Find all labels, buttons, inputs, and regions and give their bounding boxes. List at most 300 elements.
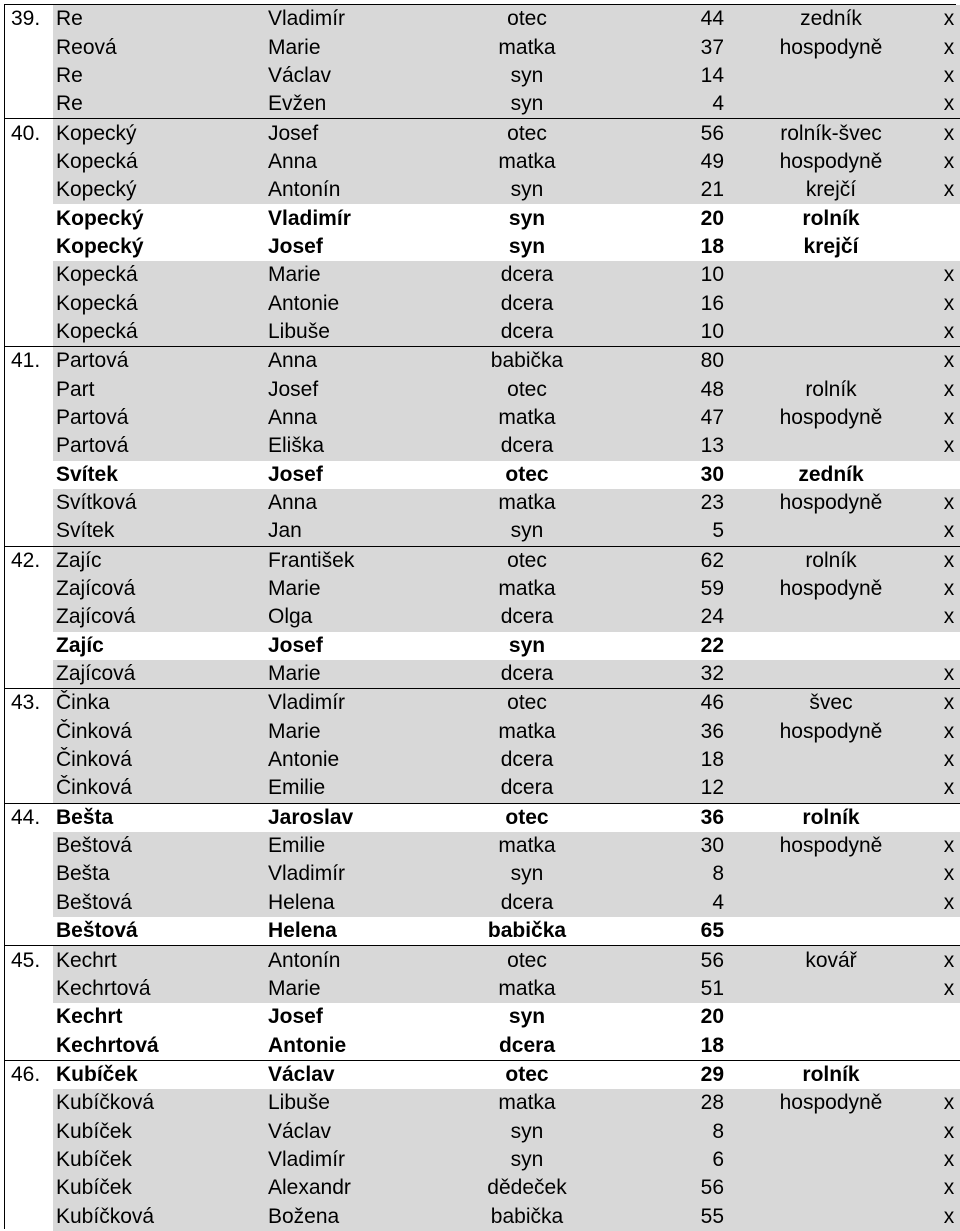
first-name-cell: Vladimír [266,689,448,718]
mark-cell: x [926,289,960,317]
household-number [5,746,53,774]
table-row [5,1060,960,1089]
first-name-cell: Marie [266,575,448,603]
household-number: 40. [5,119,53,148]
table-row [5,718,960,746]
age-cell: 18 [606,233,736,261]
table-row [5,575,960,603]
surname-cell: Beštová [53,889,266,917]
mark-cell: x [926,1089,960,1117]
mark-cell [926,1060,960,1089]
mark-cell: x [926,1117,960,1145]
first-name-cell: František [266,546,448,575]
mark-cell: x [926,62,960,90]
mark-cell: x [926,975,960,1003]
table-row [5,461,960,489]
table-row [5,803,960,832]
surname-cell: Re [53,62,266,90]
age-cell: 56 [606,1174,736,1202]
table-row [5,603,960,631]
surname-cell: Kechrtová [53,1031,266,1060]
table-row [5,660,960,689]
table-row [5,318,960,347]
occupation-cell [736,889,926,917]
occupation-cell [736,1031,926,1060]
table-row [5,832,960,860]
first-name-cell: Marie [266,660,448,689]
age-cell: 32 [606,660,736,689]
first-name-cell: Libuše [266,1089,448,1117]
relation-cell: dcera [448,746,606,774]
surname-cell: Kechrt [53,1003,266,1031]
surname-cell: Beštová [53,917,266,946]
household-number [5,176,53,204]
occupation-cell [736,1174,926,1202]
surname-cell: Zajíc [53,546,266,575]
table-row [5,774,960,803]
relation-cell: dcera [448,889,606,917]
surname-cell: Kopecká [53,318,266,347]
occupation-cell [736,62,926,90]
surname-cell: Kubíčková [53,1202,266,1230]
age-cell: 22 [606,632,736,660]
occupation-cell: hospodyně [736,33,926,61]
occupation-cell [736,860,926,888]
age-cell: 37 [606,33,736,61]
occupation-cell [736,1146,926,1174]
relation-cell: otec [448,689,606,718]
occupation-cell: kovář [736,946,926,975]
occupation-cell [736,603,926,631]
table-row [5,546,960,575]
age-cell: 56 [606,119,736,148]
occupation-cell: hospodyně [736,148,926,176]
first-name-cell: Jaroslav [266,803,448,832]
surname-cell: Kopecká [53,148,266,176]
mark-cell: x [926,517,960,546]
mark-cell: x [926,946,960,975]
mark-cell: x [926,261,960,289]
mark-cell [926,1003,960,1031]
surname-cell: Kechrtová [53,975,266,1003]
surname-cell: Re [53,5,266,33]
first-name-cell: Antonie [266,1031,448,1060]
table-row [5,375,960,403]
surname-cell: Partová [53,432,266,460]
relation-cell: dědeček [448,1174,606,1202]
age-cell: 5 [606,517,736,546]
first-name-cell: Evžen [266,90,448,119]
table-row [5,632,960,660]
first-name-cell: Anna [266,148,448,176]
first-name-cell: Vladimír [266,1146,448,1174]
table-row [5,1202,960,1230]
household-number: 45. [5,946,53,975]
relation-cell: dcera [448,660,606,689]
relation-cell: babička [448,1202,606,1230]
occupation-cell: hospodyně [736,575,926,603]
occupation-cell: hospodyně [736,832,926,860]
relation-cell: otec [448,119,606,148]
age-cell: 12 [606,774,736,803]
occupation-cell [736,432,926,460]
relation-cell: syn [448,517,606,546]
age-cell: 65 [606,917,736,946]
table-row [5,5,960,33]
household-number [5,975,53,1003]
relation-cell: syn [448,1146,606,1174]
household-number: 44. [5,803,53,832]
mark-cell: x [926,660,960,689]
relation-cell: dcera [448,432,606,460]
mark-cell [926,233,960,261]
surname-cell: Zajíc [53,632,266,660]
occupation-cell [736,975,926,1003]
relation-cell: otec [448,5,606,33]
relation-cell: matka [448,148,606,176]
surname-cell: Reová [53,33,266,61]
household-number [5,1031,53,1060]
first-name-cell: Josef [266,233,448,261]
household-number [5,489,53,517]
relation-cell: syn [448,1003,606,1031]
mark-cell: x [926,689,960,718]
age-cell: 48 [606,375,736,403]
first-name-cell: Olga [266,603,448,631]
mark-cell: x [926,119,960,148]
first-name-cell: Vladimír [266,204,448,232]
first-name-cell: Alexandr [266,1174,448,1202]
household-number [5,1202,53,1230]
household-number [5,575,53,603]
occupation-cell [736,318,926,347]
household-number [5,1174,53,1202]
relation-cell: matka [448,832,606,860]
age-cell: 59 [606,575,736,603]
mark-cell: x [926,489,960,517]
age-cell: 36 [606,803,736,832]
occupation-cell [736,917,926,946]
age-cell: 4 [606,889,736,917]
household-table-body [5,5,960,1231]
household-number [5,632,53,660]
occupation-cell: krejčí [736,233,926,261]
table-row [5,860,960,888]
occupation-cell: hospodyně [736,489,926,517]
relation-cell: otec [448,1060,606,1089]
surname-cell: Svítek [53,461,266,489]
occupation-cell [736,632,926,660]
first-name-cell: Vladimír [266,860,448,888]
age-cell: 51 [606,975,736,1003]
relation-cell: dcera [448,774,606,803]
table-row [5,517,960,546]
age-cell: 13 [606,432,736,460]
age-cell: 36 [606,718,736,746]
relation-cell: otec [448,803,606,832]
age-cell: 30 [606,461,736,489]
occupation-cell [736,746,926,774]
relation-cell: otec [448,546,606,575]
surname-cell: Svítková [53,489,266,517]
relation-cell: matka [448,33,606,61]
household-number [5,718,53,746]
mark-cell: x [926,546,960,575]
household-number [5,917,53,946]
surname-cell: Činková [53,746,266,774]
occupation-cell: rolník [736,1060,926,1089]
first-name-cell: Antonie [266,746,448,774]
surname-cell: Činková [53,774,266,803]
household-number: 41. [5,347,53,376]
surname-cell: Kubíček [53,1060,266,1089]
first-name-cell: Vladimír [266,5,448,33]
table-row [5,148,960,176]
first-name-cell: Marie [266,975,448,1003]
mark-cell: x [926,33,960,61]
first-name-cell: Helena [266,889,448,917]
mark-cell: x [926,746,960,774]
table-row [5,62,960,90]
age-cell: 21 [606,176,736,204]
relation-cell: matka [448,489,606,517]
first-name-cell: Libuše [266,318,448,347]
household-number [5,289,53,317]
mark-cell: x [926,603,960,631]
surname-cell: Činka [53,689,266,718]
surname-cell: Partová [53,347,266,376]
surname-cell: Kopecká [53,261,266,289]
household-number [5,660,53,689]
age-cell: 6 [606,1146,736,1174]
table-row [5,1117,960,1145]
first-name-cell: Marie [266,33,448,61]
age-cell: 24 [606,603,736,631]
first-name-cell: Antonín [266,176,448,204]
mark-cell [926,917,960,946]
relation-cell: dcera [448,261,606,289]
relation-cell: dcera [448,289,606,317]
occupation-cell: hospodyně [736,1089,926,1117]
first-name-cell: Václav [266,1117,448,1145]
household-number [5,889,53,917]
household-table [5,5,960,1231]
occupation-cell [736,1003,926,1031]
relation-cell: dcera [448,318,606,347]
surname-cell: Partová [53,404,266,432]
table-row [5,689,960,718]
mark-cell: x [926,318,960,347]
age-cell: 18 [606,746,736,774]
first-name-cell: Josef [266,375,448,403]
age-cell: 14 [606,62,736,90]
relation-cell: syn [448,204,606,232]
first-name-cell: Emilie [266,832,448,860]
mark-cell [926,461,960,489]
table-row [5,1031,960,1060]
occupation-cell: hospodyně [736,718,926,746]
relation-cell: otec [448,375,606,403]
surname-cell: Kechrt [53,946,266,975]
mark-cell: x [926,718,960,746]
table-row [5,176,960,204]
household-number [5,832,53,860]
occupation-cell: rolník [736,375,926,403]
age-cell: 30 [606,832,736,860]
household-number [5,1117,53,1145]
occupation-cell: krejčí [736,176,926,204]
age-cell: 29 [606,1060,736,1089]
household-number [5,375,53,403]
occupation-cell [736,90,926,119]
age-cell: 10 [606,261,736,289]
table-row [5,1174,960,1202]
surname-cell: Činková [53,718,266,746]
table-row [5,1146,960,1174]
household-number [5,62,53,90]
surname-cell: Kopecký [53,233,266,261]
household-number: 42. [5,546,53,575]
surname-cell: Svítek [53,517,266,546]
age-cell: 16 [606,289,736,317]
table-row [5,289,960,317]
table-row [5,233,960,261]
surname-cell: Bešta [53,803,266,832]
relation-cell: babička [448,917,606,946]
surname-cell: Kopecký [53,119,266,148]
household-number [5,148,53,176]
first-name-cell: Božena [266,1202,448,1230]
mark-cell: x [926,889,960,917]
household-number [5,1089,53,1117]
surname-cell: Kopecký [53,176,266,204]
occupation-cell [736,289,926,317]
occupation-cell: rolník [736,546,926,575]
first-name-cell: Emilie [266,774,448,803]
mark-cell: x [926,832,960,860]
household-number [5,261,53,289]
table-row [5,33,960,61]
relation-cell: syn [448,233,606,261]
surname-cell: Re [53,90,266,119]
mark-cell [926,803,960,832]
first-name-cell: Josef [266,461,448,489]
mark-cell: x [926,5,960,33]
table-row [5,404,960,432]
age-cell: 44 [606,5,736,33]
first-name-cell: Anna [266,404,448,432]
mark-cell [926,1031,960,1060]
household-number [5,774,53,803]
first-name-cell: Anna [266,347,448,376]
occupation-cell: švec [736,689,926,718]
age-cell: 8 [606,860,736,888]
surname-cell: Zajícová [53,575,266,603]
mark-cell [926,632,960,660]
relation-cell: matka [448,404,606,432]
relation-cell: dcera [448,603,606,631]
occupation-cell [736,774,926,803]
table-row [5,946,960,975]
age-cell: 20 [606,204,736,232]
mark-cell: x [926,1146,960,1174]
household-number: 46. [5,1060,53,1089]
mark-cell: x [926,90,960,119]
table-row [5,975,960,1003]
relation-cell: syn [448,90,606,119]
age-cell: 4 [606,90,736,119]
occupation-cell [736,517,926,546]
occupation-cell [736,1202,926,1230]
table-row [5,261,960,289]
household-number: 39. [5,5,53,33]
mark-cell: x [926,860,960,888]
household-number [5,1146,53,1174]
surname-cell: Zajícová [53,660,266,689]
first-name-cell: Marie [266,718,448,746]
table-row [5,90,960,119]
relation-cell: matka [448,718,606,746]
table-row [5,347,960,376]
age-cell: 55 [606,1202,736,1230]
relation-cell: otec [448,946,606,975]
surname-cell: Kopecký [53,204,266,232]
household-number [5,233,53,261]
occupation-cell [736,660,926,689]
mark-cell: x [926,404,960,432]
mark-cell: x [926,1174,960,1202]
mark-cell: x [926,575,960,603]
table-row [5,1003,960,1031]
first-name-cell: Antonie [266,289,448,317]
table-row [5,889,960,917]
age-cell: 56 [606,946,736,975]
household-number [5,318,53,347]
household-number [5,461,53,489]
household-number: 43. [5,689,53,718]
age-cell: 20 [606,1003,736,1031]
age-cell: 47 [606,404,736,432]
first-name-cell: Josef [266,1003,448,1031]
table-row [5,432,960,460]
relation-cell: syn [448,62,606,90]
surname-cell: Bešta [53,860,266,888]
first-name-cell: Eliška [266,432,448,460]
age-cell: 28 [606,1089,736,1117]
first-name-cell: Anna [266,489,448,517]
relation-cell: dcera [448,1031,606,1060]
surname-cell: Kubíček [53,1174,266,1202]
age-cell: 46 [606,689,736,718]
first-name-cell: Václav [266,62,448,90]
first-name-cell: Antonín [266,946,448,975]
table-row [5,1089,960,1117]
household-number [5,860,53,888]
household-number [5,204,53,232]
mark-cell: x [926,176,960,204]
mark-cell: x [926,774,960,803]
occupation-cell [736,347,926,376]
mark-cell [926,204,960,232]
household-number [5,404,53,432]
mark-cell: x [926,1202,960,1230]
first-name-cell: Josef [266,632,448,660]
first-name-cell: Václav [266,1060,448,1089]
surname-cell: Beštová [53,832,266,860]
surname-cell: Kubíček [53,1117,266,1145]
occupation-cell: zedník [736,461,926,489]
mark-cell: x [926,375,960,403]
